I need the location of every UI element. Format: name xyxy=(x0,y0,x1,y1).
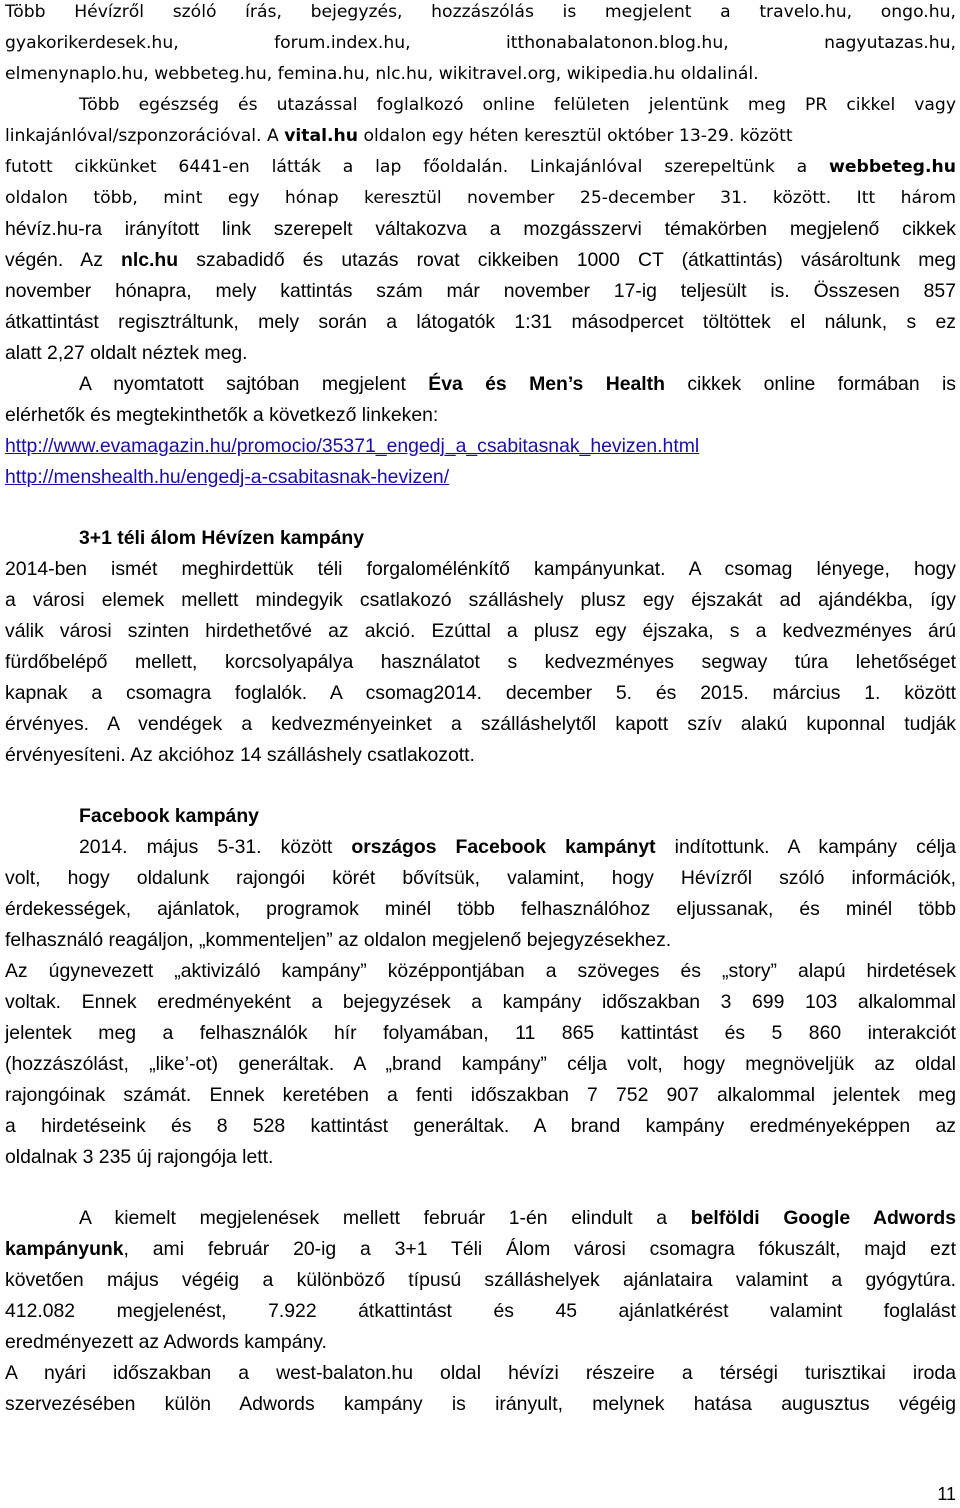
text-line: linkajánlóval/szponzorációval. A vital.hu oldalon egy héten keresztül október 13-29. között xyxy=(5,126,793,146)
text-line: gyakorikerdesek.hu, forum.index.hu, itthonabalatonon.blog.hu, nagyutazas.hu, xyxy=(5,33,956,53)
text-line: kapnak a csomagra foglalók. A csomag2014. december 5. és 2015. március 1. között xyxy=(5,682,956,704)
text-line: elérhetők és megtekinthetők a következő linkeken: xyxy=(5,404,439,426)
site-name: vital.hu xyxy=(284,126,359,146)
text-line: Több Hévízről szóló írás, bejegyzés, hozzászólás is megjelent a travelo.hu, ongo.hu, xyxy=(5,2,956,22)
magazine-names: Éva és Men’s Health xyxy=(428,373,665,395)
site-name: webbeteg.hu xyxy=(829,157,956,177)
text-line: érdekességek, ajánlatok, programok minél több felhasználóhoz eljussanak, és minél több xyxy=(5,898,956,920)
text-line: alatt 2,27 oldalt néztek meg. xyxy=(5,342,248,364)
evamagazin-link[interactable]: http://www.evamagazin.hu/promocio/35371_engedj_a_csabitasnak_hevizen.html xyxy=(5,435,700,457)
text-line: végén. Az nlc.hu szabadidő és utazás rovat cikkeiben 1000 CT (átkattintás) vásároltunk meg xyxy=(5,249,956,271)
text-line: oldalnak 3 235 új rajongója lett. xyxy=(5,1146,274,1168)
text-line: A nyomtatott sajtóban megjelent Éva és Men’s Health cikkek online formában is xyxy=(79,373,956,395)
campaign-name: országos Facebook kampányt xyxy=(351,836,656,858)
text-line: november hónapra, mely kattintás szám már november 17-ig teljesült is. Összesen 857 xyxy=(5,280,956,302)
text-line: A kiemelt megjelenések mellett február 1-én elindult a belföldi Google Adwords xyxy=(79,1207,956,1229)
text-line: A nyári időszakban a west-balaton.hu oldal hévízi részeire a térségi turisztikai iroda xyxy=(5,1362,956,1384)
site-name: nlc.hu xyxy=(121,249,179,271)
text-line: a hirdetéseink és 8 528 kattintást generáltak. A brand kampány eredményeképpen az xyxy=(5,1115,956,1137)
text-line: felhasználó reagáljon, „kommenteljen” az oldalon megjelenő bejegyzésekhez. xyxy=(5,929,672,951)
text-line: Több egészség és utazással foglalkozó online felületen jelentünk meg PR cikkel vagy xyxy=(79,95,956,115)
text-line: Az úgynevezett „aktivizáló kampány” középpontjában a szöveges és „story” alapú hirdetések xyxy=(5,960,956,982)
text-line: 412.082 megjelenést, 7.922 átkattintást és 45 ajánlatkérést valamint foglalást xyxy=(5,1300,956,1322)
text-line: átkattintást regisztráltunk, mely során a látogatók 1:31 másodpercet töltöttek el nálunk, s ez xyxy=(5,311,956,333)
text-line: kampányunk, ami február 20-ig a 3+1 Téli Álom városi csomagra fókuszált, majd ezt xyxy=(5,1238,956,1260)
text-line: 2014. május 5-31. között országos Facebook kampányt indítottunk. A kampány célja xyxy=(79,836,957,858)
text-line: elmenynaplo.hu, webbeteg.hu, femina.hu, nlc.hu, wikitravel.org, wikipedia.hu oldalinál. xyxy=(5,64,759,84)
section-heading: 3+1 téli álom Hévízen kampány xyxy=(79,527,365,549)
text-line: hévíz.hu-ra irányított link szerepelt váltakozva a mozgásszervi témakörben megjelenő cikkek xyxy=(5,218,956,240)
text-line: válik városi szinten hirdethetővé az akció. Ezúttal a plusz egy éjszaka, s a kedvezményes árú xyxy=(5,620,956,642)
text-line: a városi elemek mellett mindegyik csatlakozó szálláshely plusz egy éjszakát ad ajándékba, így xyxy=(5,589,956,611)
text-line: érvényes. A vendégek a kedvezményeinket a szálláshelytől kapott szív alakú kuponnal tudják xyxy=(5,713,956,735)
text-line: követően május végéig a különböző típusú szálláshelyek ajánlataira valamint a gyógytúra. xyxy=(5,1269,956,1291)
text-line: 2014-ben ismét meghirdettük téli forgalomélénkítő kampányunkat. A csomag lényege, hogy xyxy=(5,558,956,580)
text-line: oldalon több, mint egy hónap keresztül november 25-december 31. között. Itt három xyxy=(5,188,956,208)
page-number: 11 xyxy=(937,1484,956,1504)
text-line: rajongóinak számát. Ennek keretében a fenti időszakban 7 752 907 alkalommal jelentek meg xyxy=(5,1084,956,1106)
menshealth-link[interactable]: http://menshealth.hu/engedj-a-csabitasnak-hevizen/ xyxy=(5,466,450,488)
campaign-name: belföldi Google Adwords xyxy=(690,1207,956,1229)
text-line: eredményezett az Adwords kampány. xyxy=(5,1331,327,1353)
text-line: (hozzászólást, „like’-ot) generáltak. A „brand kampány” célja volt, hogy megnöveljük az oldal xyxy=(5,1053,956,1075)
text-line: volt, hogy oldalunk rajongói körét bővítsük, valamint, hogy Hévízről szóló információk, xyxy=(5,867,956,889)
text-line: érvényesíteni. Az akcióhoz 14 szálláshely csatlakozott. xyxy=(5,744,475,766)
text-line: futott cikkünket 6441-en látták a lap főoldalán. Linkajánlóval szerepeltünk a webbeteg.hu xyxy=(5,157,956,177)
text-line: szervezésében külön Adwords kampány is irányult, melynek hatása augusztus végéig xyxy=(5,1393,956,1415)
text-line: fürdőbelépő mellett, korcsolyapálya használatot s kedvezményes segway túra lehetőséget xyxy=(5,651,956,673)
text-line: voltak. Ennek eredményeként a bejegyzések a kampány időszakban 3 699 103 alkalommal xyxy=(5,991,956,1013)
text-line: jelentek meg a felhasználók hír folyamában, 11 865 kattintást és 5 860 interakciót xyxy=(5,1022,956,1044)
section-heading: Facebook kampány xyxy=(79,805,259,827)
campaign-name: kampányunk xyxy=(5,1238,124,1260)
